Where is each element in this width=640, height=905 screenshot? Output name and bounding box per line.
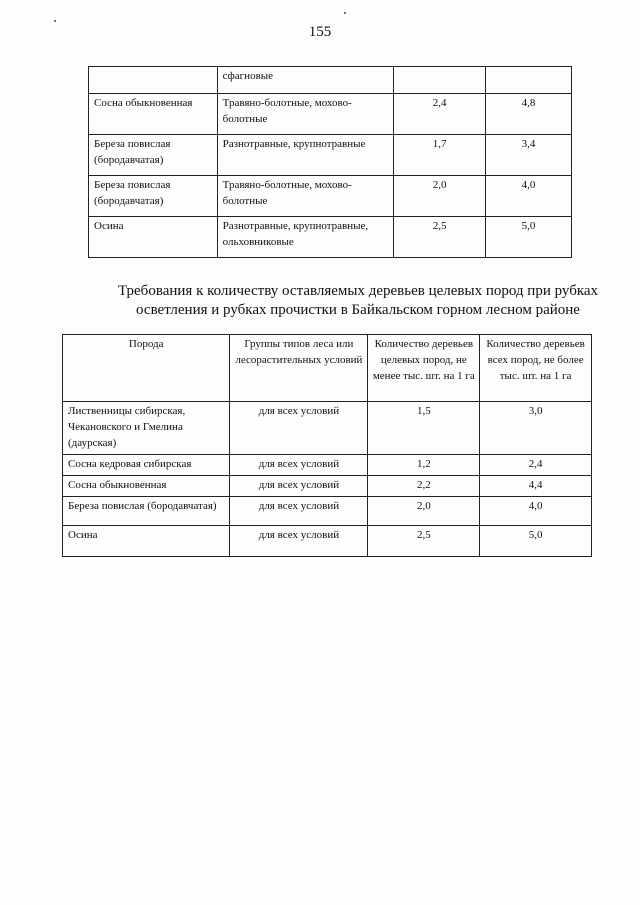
species-cell: Береза повислая (бородавчатая) bbox=[89, 135, 218, 176]
table-row bbox=[63, 497, 592, 526]
species-cell: Береза повислая (бородавчатая) bbox=[89, 176, 218, 217]
table-row bbox=[89, 135, 572, 176]
species-cell: Осина bbox=[89, 217, 218, 258]
table-row bbox=[89, 217, 572, 258]
species-cell: Лиственницы сибирская, Чекановского и Гмелина (даурская) bbox=[63, 402, 230, 455]
column-header-min-count: Количество деревьев целевых пород, не менее тыс. шт. на 1 га bbox=[368, 335, 480, 402]
min-count-cell: 2,5 bbox=[394, 217, 486, 258]
table-header-row bbox=[63, 335, 592, 402]
table-row bbox=[63, 402, 592, 455]
max-count-cell: 3,0 bbox=[480, 402, 592, 455]
forest-type-cell: сфагновые bbox=[217, 67, 394, 94]
max-count-cell: 5,0 bbox=[485, 217, 571, 258]
conditions-cell: для всех условий bbox=[230, 497, 368, 526]
max-count-cell: 2,4 bbox=[480, 455, 592, 476]
table-row bbox=[63, 526, 592, 557]
species-cell: Осина bbox=[63, 526, 230, 557]
table-row bbox=[89, 67, 572, 94]
conditions-cell: для всех условий bbox=[230, 476, 368, 497]
forest-type-cell: Травяно-болотные, мохово-болотные bbox=[217, 94, 394, 135]
top-table bbox=[88, 66, 572, 258]
column-header-conditions: Группы типов леса или лесорастительных условий bbox=[230, 335, 368, 402]
page-number: 155 bbox=[308, 24, 332, 40]
min-count-cell: 1,5 bbox=[368, 402, 480, 455]
max-count-cell: 4,4 bbox=[480, 476, 592, 497]
conditions-cell: для всех условий bbox=[230, 402, 368, 455]
forest-type-cell: Разнотравные, крупнотравные bbox=[217, 135, 394, 176]
scan-speck bbox=[344, 12, 346, 14]
table-row bbox=[63, 455, 592, 476]
conditions-cell: для всех условий bbox=[230, 526, 368, 557]
min-count-cell bbox=[394, 67, 486, 94]
min-count-cell: 1,2 bbox=[368, 455, 480, 476]
conditions-cell: для всех условий bbox=[230, 455, 368, 476]
max-count-cell: 5,0 bbox=[480, 526, 592, 557]
max-count-cell: 4,0 bbox=[480, 497, 592, 526]
table-row bbox=[63, 476, 592, 497]
column-header-species: Порода bbox=[63, 335, 230, 402]
min-count-cell: 2,4 bbox=[394, 94, 486, 135]
min-count-cell: 2,5 bbox=[368, 526, 480, 557]
scan-speck bbox=[54, 20, 56, 22]
max-count-cell: 4,8 bbox=[485, 94, 571, 135]
min-count-cell: 1,7 bbox=[394, 135, 486, 176]
forest-type-cell: Травяно-болотные, мохово-болотные bbox=[217, 176, 394, 217]
max-count-cell: 4,0 bbox=[485, 176, 571, 217]
table-row bbox=[89, 176, 572, 217]
species-cell: Береза повислая (бородавчатая) bbox=[63, 497, 230, 526]
forest-type-cell: Разнотравные, крупнотравные, ольховниковые bbox=[217, 217, 394, 258]
table-row bbox=[89, 94, 572, 135]
max-count-cell: 3,4 bbox=[485, 135, 571, 176]
section-heading: Требования к количеству оставляемых деревьев целевых пород при рубках осветления и рубках прочистки в Байкальском горном лесном районе bbox=[117, 283, 599, 318]
bottom-table bbox=[62, 334, 592, 557]
min-count-cell: 2,0 bbox=[368, 497, 480, 526]
column-header-max-count: Количество деревьев всех пород, не более тыс. шт. на 1 га bbox=[480, 335, 592, 402]
species-cell bbox=[89, 67, 218, 94]
min-count-cell: 2,2 bbox=[368, 476, 480, 497]
species-cell: Сосна обыкновенная bbox=[89, 94, 218, 135]
species-cell: Сосна кедровая сибирская bbox=[63, 455, 230, 476]
species-cell: Сосна обыкновенная bbox=[63, 476, 230, 497]
min-count-cell: 2,0 bbox=[394, 176, 486, 217]
max-count-cell bbox=[485, 67, 571, 94]
